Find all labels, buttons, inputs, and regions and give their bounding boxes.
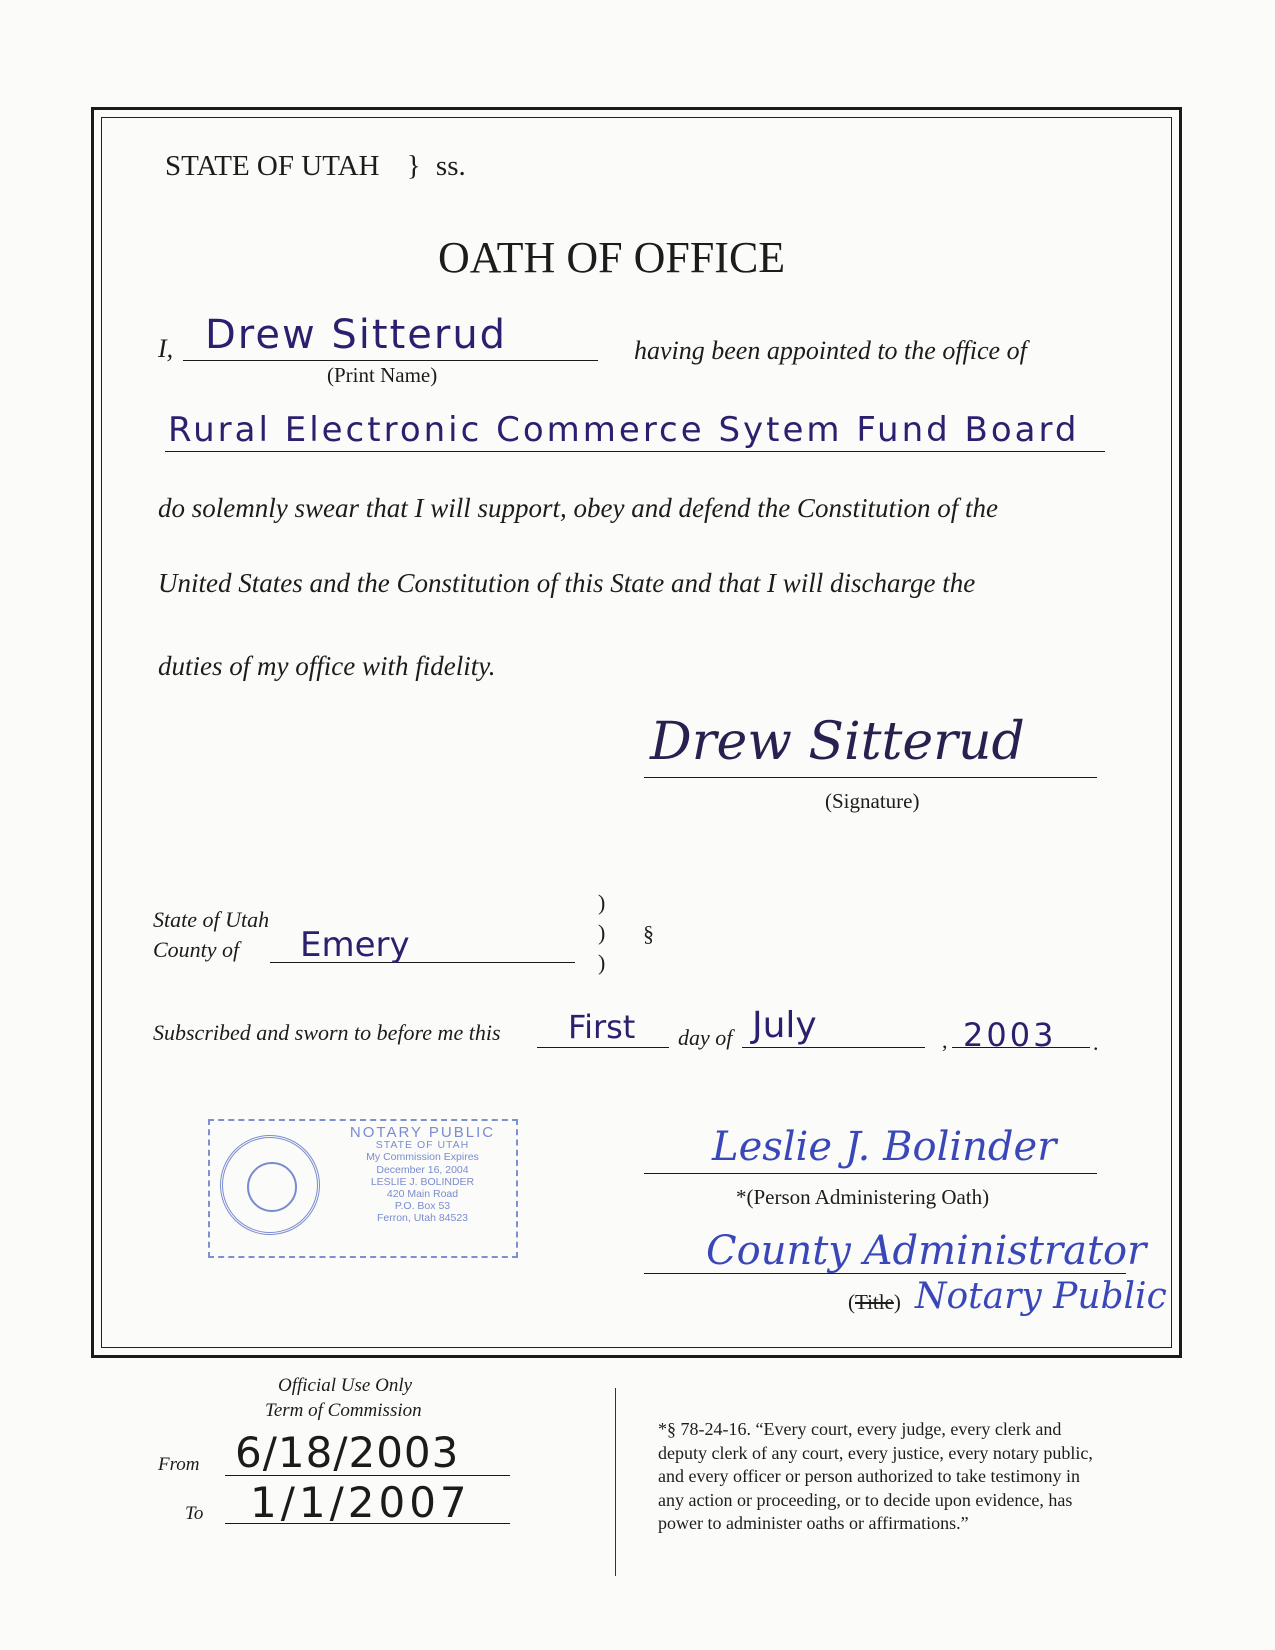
page-title: OATH OF OFFICE (438, 233, 786, 282)
oath-prefix: I, (158, 334, 174, 363)
term-heading: Term of Commission (265, 1400, 422, 1421)
paren-1: ) (598, 890, 606, 915)
period: . (1093, 1030, 1099, 1055)
name-line (183, 360, 598, 361)
administrator-caption: *(Person Administering Oath) (736, 1185, 990, 1209)
oath-line-3: duties of my office with fidelity. (158, 651, 496, 681)
from-label: From (158, 1454, 200, 1475)
state-header (165, 150, 466, 183)
section-symbol: § (643, 921, 654, 946)
appointed-text: having been appointed to the office of (634, 336, 1027, 365)
footnote-line: deputy clerk of any court, every justice, every notary public, (658, 1442, 1093, 1463)
footnote-line: power to administer oaths or affirmations.” (658, 1513, 969, 1533)
subscribed-prefix: Subscribed and sworn to before me this (153, 1020, 501, 1045)
print-name-caption: (Print Name) (327, 363, 438, 387)
handwritten-county: Emery (300, 925, 410, 965)
ss-label: ss. (435, 150, 466, 182)
venue-state: State of Utah (153, 907, 270, 932)
stamp-line: STATE OF UTAH (375, 1139, 470, 1152)
state-label: STATE OF UTAH (165, 150, 380, 182)
oath-line-1: do solemnly swear that I will support, obey and defend the Constitution of the (158, 493, 998, 523)
office-line (165, 451, 1105, 452)
month-line (742, 1047, 925, 1048)
handwritten-month: July (752, 1005, 817, 1046)
handwritten-to-date: 1/1/2007 (250, 1478, 471, 1527)
handwritten-office: Rural Electronic Commerce Sytem Fund Board (168, 410, 1080, 450)
footnote-line: any action or proceeding, or to decide upon evidence, has (658, 1489, 1073, 1510)
handwritten-title-addition: Notary Public (915, 1276, 1167, 1317)
handwritten-year: 2003 (963, 1016, 1057, 1054)
brace: } (406, 150, 421, 182)
stamp-line: December 16, 2004 (376, 1163, 469, 1176)
stamp-line: My Commission Expires (366, 1151, 479, 1164)
handwritten-day: First (568, 1008, 636, 1046)
handwritten-name: Drew Sitterud (205, 312, 508, 358)
oath-line-2: United States and the Constitution of this State and that I will discharge the (158, 568, 976, 598)
administrator-signature-line (644, 1173, 1097, 1174)
stamp-line: P.O. Box 53 (394, 1200, 451, 1213)
paren-3: ) (598, 950, 606, 975)
footnote-line: and every officer or person authorized to take testimony in (658, 1466, 1081, 1486)
stamp-line: 420 Main Road (386, 1188, 459, 1201)
to-label: To (185, 1503, 204, 1524)
state-seal-icon (220, 1135, 320, 1235)
official-use-heading: Official Use Only (278, 1375, 413, 1396)
handwritten-title: County Administrator (706, 1228, 1147, 1274)
title-caption: (Title) (848, 1290, 901, 1314)
handwritten-from-date: 6/18/2003 (235, 1428, 460, 1477)
stamp-line: LESLIE J. BOLINDER (370, 1175, 475, 1188)
signature-caption: (Signature) (825, 789, 920, 813)
paren-2: ) (598, 920, 606, 945)
handwritten-signature: Drew Sitterud (650, 712, 1025, 772)
administrator-signature: Leslie J. Bolinder (712, 1124, 1057, 1170)
stamp-line: Ferron, Utah 84523 (376, 1212, 469, 1225)
title-caption-word: Title (855, 1290, 894, 1314)
day-line (537, 1047, 669, 1048)
stamp-line: NOTARY PUBLIC (349, 1124, 496, 1141)
notary-stamp (208, 1119, 518, 1258)
year-comma: , (942, 1028, 948, 1053)
county-label: County of (153, 937, 240, 962)
day-of-label: day of (678, 1025, 733, 1050)
footnote (658, 1418, 1093, 1536)
divider (615, 1388, 616, 1576)
footnote-line: *§ 78-24-16. “Every court, every judge, every clerk and (658, 1419, 1062, 1439)
stamp-text (335, 1124, 510, 1225)
signature-line (644, 777, 1097, 778)
